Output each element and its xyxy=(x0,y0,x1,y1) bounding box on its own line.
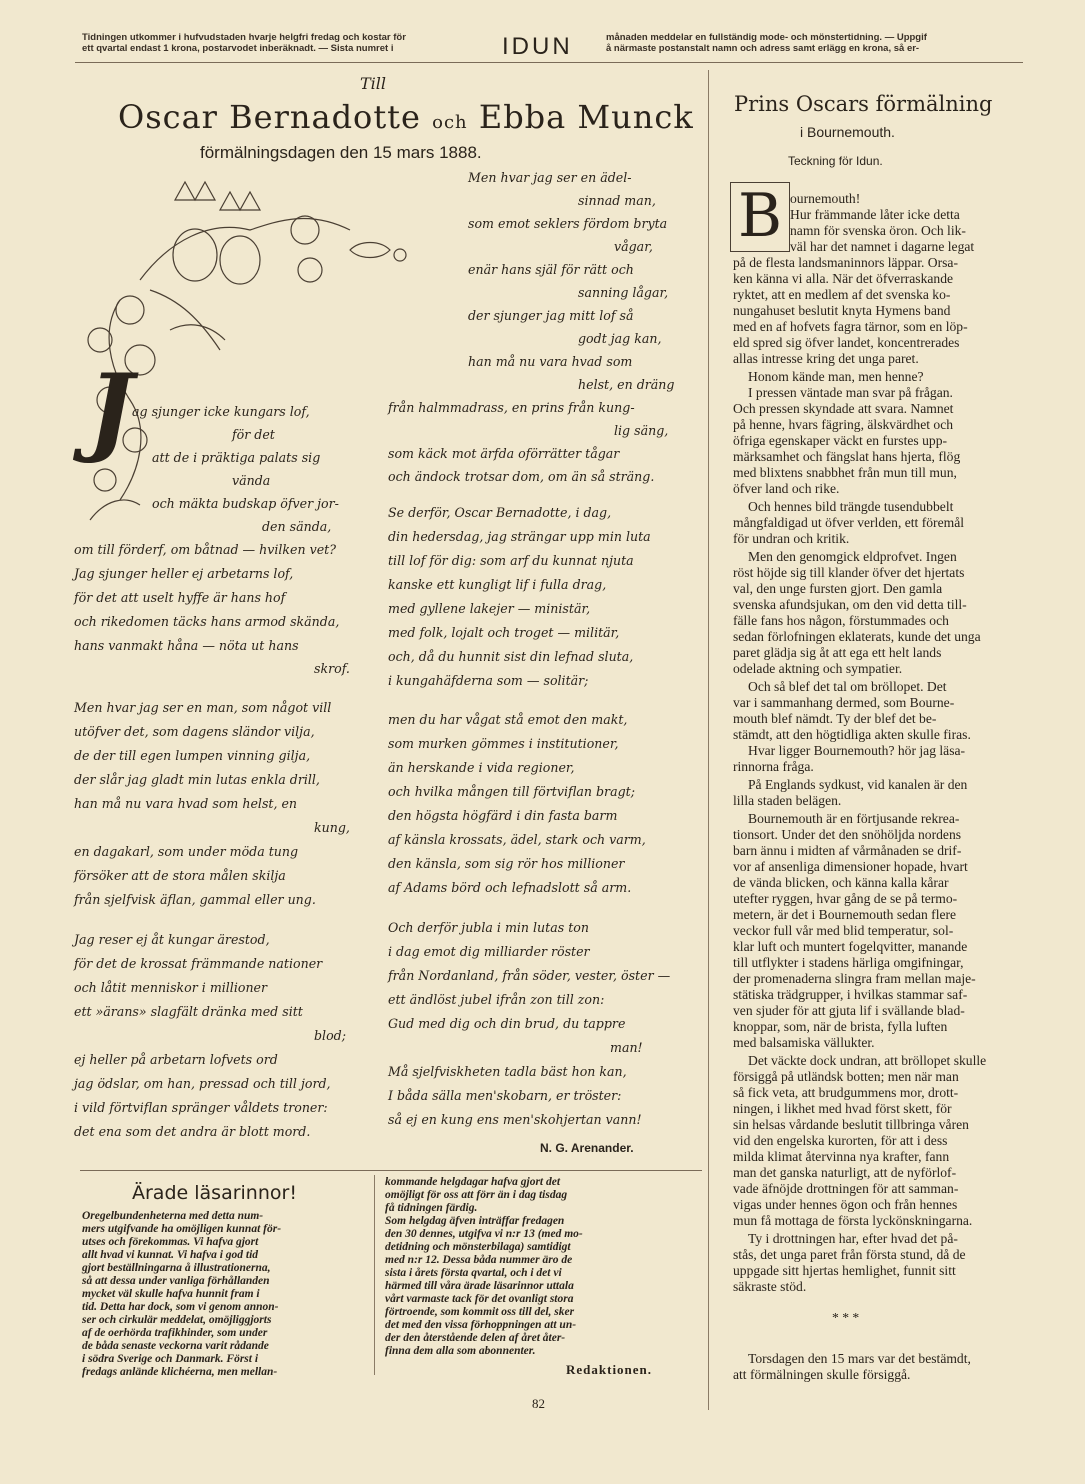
header-right-line: å närmaste postanstalt namn och adress samt erlägg en krona, så er- xyxy=(606,43,920,54)
poem-line: att de i präktiga palats sig xyxy=(152,450,321,465)
article-line: vor af ansenliga dimensioner hopade, hvart xyxy=(733,859,968,874)
poem-line: för det de krossat främmande nationer xyxy=(74,956,323,971)
poem-line: ej heller på arbetarn lofvets ord xyxy=(74,1052,278,1067)
poem-line: utöfver det, som dagens sländor vilja, xyxy=(74,724,315,739)
poem-line: ett ändlöst jubel ifrån zon till zon: xyxy=(388,992,605,1007)
poem-line: från halmmadrass, en prins från kung- xyxy=(388,400,635,415)
article-line: var i sammanhang dermed, som Bourne- xyxy=(733,695,955,710)
poem-line: skrof. xyxy=(314,661,350,676)
article-caption: Teckning för Idun. xyxy=(788,154,883,168)
poem-line: Och derför jubla i min lutas ton xyxy=(388,920,589,935)
poem-line: i vild förtviflan spränger våldets troner: xyxy=(74,1100,328,1115)
article-line: mun få mottaga de första lyckönskningarna. xyxy=(733,1213,973,1228)
article-line: nungahuset beslutit knyta Hymens band xyxy=(733,303,951,318)
notice-divider xyxy=(80,1170,702,1171)
article-line: lilla staden belägen. xyxy=(733,793,842,808)
poem-title-b: Ebba Munck xyxy=(478,98,694,136)
notice-line: härmed till våra ärade läsarinnor uttala xyxy=(385,1280,574,1292)
article-line: röst höjde sig till klander öfver det hjertats xyxy=(733,565,965,580)
notice-line: fredags anlände klichéerna, men mellan- xyxy=(82,1366,278,1378)
poem-line: försöker att de stora målen skilja xyxy=(74,868,286,883)
poem-line: för det xyxy=(232,427,275,442)
poem-line: den sända, xyxy=(262,519,332,534)
notice-line: der den återstående delen af året åter- xyxy=(385,1332,566,1344)
poem-line: som murken gömmes i institutioner, xyxy=(388,736,619,751)
poem-line: ag sjunger icke kungars lof, xyxy=(132,404,310,419)
poem-line: vågar, xyxy=(614,239,653,254)
article-line: uppgade sitt hjertas hemlighet, funnit sitt xyxy=(733,1263,956,1278)
poem-line: man! xyxy=(610,1040,643,1055)
article-line: namn för svenska öron. Och lik- xyxy=(790,223,966,238)
article-line: veckor full vår med blid temperatur, sol- xyxy=(733,923,954,938)
article-line: eld spred sig öfver landet, koncentrerades xyxy=(733,335,960,350)
article-line: barn ännu i midten af vårmånaden se drif- xyxy=(733,843,962,858)
notice-line: Oregelbundenheterna med detta num- xyxy=(82,1210,264,1222)
article-line: med blixtens snabbhet från mun till mun, xyxy=(733,465,957,480)
article-initial: B xyxy=(730,182,790,252)
article-line: utefter ryggen, hvar gång de se på termo- xyxy=(733,891,958,906)
poem-line: I båda sälla men'skobarn, er tröster: xyxy=(388,1088,622,1103)
poem-line: om till förderf, om båtnad — hvilken vet? xyxy=(74,542,336,557)
notice-signature: Redaktionen. xyxy=(566,1362,653,1377)
poem-line: i kungahäfderna som — solitär; xyxy=(388,673,589,688)
article-line: på henne, hvars fägring, älskvärdhet och xyxy=(733,417,954,432)
article-line: Det väckte dock undran, att bröllopet skulle xyxy=(748,1053,987,1068)
article-line: metern, är det i Bournemouth sedan flere xyxy=(733,907,957,922)
poem-line: af Adams börd och lefnadslott så arm. xyxy=(388,880,632,895)
poem-line: den högsta högfärd i din fasta barm xyxy=(388,808,618,823)
article-line: I pressen väntade man svar på frågan. xyxy=(748,385,953,400)
article-line: På Englands sydkust, vid kanalen är den xyxy=(748,777,968,792)
poem-line: Men hvar jag ser en man, som något vill xyxy=(74,700,332,715)
poem-line: han må nu vara hvad som xyxy=(468,354,633,369)
notice-line: utses och förekommas. Vi hafva gjort xyxy=(82,1236,259,1248)
poem-line: kung, xyxy=(314,820,350,835)
poem-signature: N. G. Arenander. xyxy=(540,1141,634,1155)
poem-title-a: Oscar Bernadotte xyxy=(118,98,421,136)
article-line: stätiska trädgrupper, i hvilkas stammar saf- xyxy=(733,987,968,1002)
article-line: Hvar ligger Bournemouth? hör jag läsa- xyxy=(748,743,966,758)
article-line: stås, det unga paret från första stund, då de xyxy=(733,1247,966,1262)
poem-line: hans vanmakt håna — nöta ut hans xyxy=(74,638,299,653)
poem-line: från Nordanland, från söder, vester, öster — xyxy=(388,968,671,983)
notice-line: de båda senaste veckorna varit rådande xyxy=(82,1340,269,1352)
article-line: knoppar, som, när de brista, fylla luften xyxy=(733,1019,948,1034)
notice-line: i södra Sverige och Danmark. Först i xyxy=(82,1353,259,1365)
poem-line: den känsla, som sig rör hos millioner xyxy=(388,856,625,871)
article-line: säkraste stöd. xyxy=(733,1279,807,1294)
notice-line: kommande helgdagar hafva gjort det xyxy=(385,1176,561,1188)
poem-line: blod; xyxy=(314,1028,346,1043)
notice-line: förtroende, som kommit oss till del, sker xyxy=(385,1306,575,1318)
poem-line: med gyllene lakejer — ministär, xyxy=(388,601,591,616)
notice-line: detidning och mönsterbilaga) samtidigt xyxy=(385,1241,571,1253)
notice-title: Ärade läsarinnor! xyxy=(132,1182,297,1204)
article-line: milda klimat återvinna nya krafter, fann xyxy=(733,1149,950,1164)
article-line: så fick veta, att brudgummens mor, drott- xyxy=(733,1085,959,1100)
article-line: sedan förlofningen eklaterats, kunde det unga xyxy=(733,629,981,644)
article-line: med balsamiska vällukter. xyxy=(733,1035,875,1050)
poem-line: från sjelfvisk äflan, gammal eller ung. xyxy=(74,892,316,907)
poem-line: der sjunger jag mitt lof så xyxy=(468,308,634,323)
article-line: med en af hofvets fagra tärnor, som en löp- xyxy=(733,319,968,334)
poem-line: som emot seklers fördom bryta xyxy=(468,216,668,231)
poem-line: sinnad man, xyxy=(578,193,656,208)
notice-line: omöjligt för oss att förr än i dag tisdag xyxy=(385,1189,568,1201)
article-line: klar luft och muntert fogelqvitter, manande xyxy=(733,939,968,954)
article-line: ven sjuder för att gjuta lif i svällande blad- xyxy=(733,1003,965,1018)
article-line: väl har det namnet i dagarne legat xyxy=(790,239,975,254)
article-line: der promenaderna slingra fram mellan maje- xyxy=(733,971,976,986)
poem-title-och: och xyxy=(432,112,468,133)
poem-line: med folk, lojalt och troget — militär, xyxy=(388,625,620,640)
floral-crest-illustration xyxy=(80,160,430,540)
poem-line: än herskande i vida regioner, xyxy=(388,760,575,775)
poem-line: godt jag kan, xyxy=(578,331,662,346)
article-line: Och hennes bild trängde tusendubbelt xyxy=(748,499,954,514)
article-line: de vända blicken, och känna kalla kårar xyxy=(733,875,949,890)
page-number: 82 xyxy=(532,1396,545,1411)
article-line: vade äfnöjde drottningen för att samman- xyxy=(733,1181,959,1196)
article-line: ournemouth! xyxy=(790,191,861,206)
article-line: på de flesta landsmaninnors läppar. Orsa- xyxy=(733,255,958,270)
article-line: paret glädja sig åt att ega ett helt lands xyxy=(733,645,942,660)
article-line: ningen, i likhet med hvad först skett, för xyxy=(733,1101,952,1116)
article-line: att förmälningen skulle försiggå. xyxy=(733,1367,911,1382)
article-line: försiggå på utländsk botten; men när man xyxy=(733,1069,959,1084)
poem-line: af känsla krossats, ädel, stark och varm, xyxy=(388,832,646,847)
article-line: Honom kände man, men henne? xyxy=(748,369,924,384)
poem-line: Gud med dig och din brud, du tappre xyxy=(388,1016,626,1031)
poem-line: ett »ärans» slagfält dränka med sitt xyxy=(74,1004,303,1019)
article-line: mouth blef nämdt. Ty der blef det be- xyxy=(733,711,937,726)
poem-line: men du har vågat stå emot den makt, xyxy=(388,712,628,727)
notice-line: ser och cirkulär meddelat, omöjliggjorts xyxy=(82,1314,272,1326)
poem-till: Till xyxy=(360,74,387,93)
poem-line: helst, en dräng xyxy=(578,377,675,392)
poem-line: jag ödslar, om han, pressad och till jord, xyxy=(74,1076,331,1091)
notice-line: af de oerhörda trafikhinder, som under xyxy=(82,1327,268,1339)
article-line: öfver land och rike. xyxy=(733,481,840,496)
article-line: mångfaldigad ut öfver verlden, ett föremål xyxy=(733,515,965,530)
poem-line: kanske ett kungligt lif i fulla drag, xyxy=(388,577,607,592)
notice-line: så att dessa under vanliga förhållanden xyxy=(82,1275,270,1287)
poem-line: och rikedomen täcks hans armod skända, xyxy=(74,614,340,629)
poem-line: de der till egen lumpen vinning gilja, xyxy=(74,748,311,763)
notice-column-divider xyxy=(374,1175,375,1375)
poem-line: och mäkta budskap öfver jor- xyxy=(152,496,339,511)
article-line: för undran och kritik. xyxy=(733,531,850,546)
article-line: ryktet, att en medlem af det svenska ko- xyxy=(733,287,951,302)
header-rule xyxy=(75,62,1023,63)
notice-line: mers utgifvande ha omöjligen kunnat för- xyxy=(82,1223,282,1235)
poem-line: en dagakarl, som under möda tung xyxy=(74,844,299,859)
notice-line: sista i årets första qvartal, och i det vi xyxy=(385,1267,562,1279)
poem-line: Jag reser ej åt kungar ärestod, xyxy=(74,932,270,947)
article-line: Bournemouth är en förtjusande rekrea- xyxy=(748,811,960,826)
article-title: Prins Oscars förmälning xyxy=(734,92,993,116)
poem-line: och låtit menniskor i millioner xyxy=(74,980,268,995)
poem-initial: J xyxy=(88,353,134,466)
article-subtitle: i Bournemouth. xyxy=(800,124,895,140)
poem-line: lig säng, xyxy=(614,423,669,438)
poem-line: som käck mot ärfda oförrätter tågar xyxy=(388,446,620,461)
article-line: till utflykter i stadens härliga omgifningar, xyxy=(733,955,964,970)
notice-line: med n:r 12. Dessa båda nummer äro de xyxy=(385,1254,573,1266)
article-line: man det ganska naturligt, att de nyförlof- xyxy=(733,1165,957,1180)
poem-title xyxy=(118,98,694,136)
masthead: IDUN xyxy=(502,33,573,60)
poem-line: sanning lågar, xyxy=(578,285,669,300)
article-line: Ty i drottningen har, efter hvad det på- xyxy=(748,1231,958,1246)
notice-line: den 30 dennes, utgifva vi n:r 13 (med mo- xyxy=(385,1228,583,1240)
poem-line: enär hans själ för rätt och xyxy=(468,262,634,277)
article-line: vid den engelska kurorten, för att i dess xyxy=(733,1133,948,1148)
notice-line: det med den vissa förhoppningen att un- xyxy=(385,1319,577,1331)
notice-line: mycket väl skulle hafva hunnit fram i xyxy=(82,1288,260,1300)
notice-line: vårt varmaste tack för det ovanligt stora xyxy=(385,1293,574,1305)
poem-line: Må sjelfviskheten tadla bäst hon kan, xyxy=(388,1064,627,1079)
poem-line: Jag sjunger heller ej arbetarns lof, xyxy=(74,566,294,581)
article-line: ken känna vi alla. När det öfverraskande xyxy=(733,271,954,286)
article-line: vigas under hennes ögon och från hennes xyxy=(733,1197,958,1212)
poem-line: det ena som det andra är blott mord. xyxy=(74,1124,311,1139)
poem-line: Se derför, Oscar Bernadotte, i dag, xyxy=(388,505,612,520)
poem-line: och ändock trotsar dom, om än så sträng. xyxy=(388,469,655,484)
article-line: sin helsas vårdande beslutit tillbringa våren xyxy=(733,1117,969,1132)
poem-line: der slår jag gladt min lutas enkla drill, xyxy=(74,772,320,787)
poem-line: för det att uselt hyffe är hans hof xyxy=(74,590,286,605)
article-line: tionsort. Under det den snöhöljda nordens xyxy=(733,827,962,842)
header-left-line: ett qvartal endast 1 krona, postarvodet inberäknadt. — Sista numret i xyxy=(82,43,394,54)
notice-line: finna dem alla som abonnenter. xyxy=(385,1345,536,1357)
article-line: rinnorna fråga. xyxy=(733,759,814,774)
notice-line: gjort beställningarna å illustrationerna, xyxy=(82,1262,271,1274)
header-right-line: månaden meddelar en fullständig mode- och mönstertidning. — Uppgif xyxy=(606,32,927,43)
notice-line: få tidningen färdig. xyxy=(385,1202,478,1214)
article-line: öfriga egenskaper väckt en furstes upp- xyxy=(733,433,948,448)
article-line: Men den genomgick eldprofvet. Ingen xyxy=(748,549,957,564)
poem-line: han må nu vara hvad som helst, en xyxy=(74,796,298,811)
poem-line: så ej en kung ens men'skohjertan vann! xyxy=(388,1112,642,1127)
article-line: val, den unge fursten gjort. Den gamla xyxy=(733,581,943,596)
poem-line: vända xyxy=(232,473,271,488)
poem-line: och hvilka mången till förtviflan bragt; xyxy=(388,784,635,799)
article-line: stämdt, att den högtidliga akten skulle firas. xyxy=(733,727,971,742)
article-line: Och så blef det tal om bröllopet. Det xyxy=(748,679,947,694)
article-line: allas intresse kring det unga paret. xyxy=(733,351,919,366)
column-divider xyxy=(708,70,709,1410)
article-line: svenska afundsjukan, om den vid detta till- xyxy=(733,597,967,612)
header-left-line: Tidningen utkommer i hufvudstaden hvarje helgfri fredag och kostar för xyxy=(82,32,406,43)
article-line: Torsdagen den 15 mars var det bestämdt, xyxy=(748,1351,971,1366)
notice-line: tid. Detta har dock, som vi genom annon- xyxy=(82,1301,279,1313)
article-line: Och pressen skyndade att svara. Namnet xyxy=(733,401,954,416)
poem-line: Men hvar jag ser en ädel- xyxy=(468,170,632,185)
poem-line: och, då du hunnit sist din lefnad sluta, xyxy=(388,649,634,664)
poem-line: till lof för dig: som arf du kunnat njuta xyxy=(388,553,634,568)
notice-line: Som helgdag äfven inträffar fredagen xyxy=(385,1215,565,1227)
article-line: märksamhet och fängslat hans hjerta, flög xyxy=(733,449,961,464)
poem-subtitle: förmälningsdagen den 15 mars 1888. xyxy=(200,143,482,162)
poem-line: din hedersdag, jag strängar upp min luta xyxy=(388,529,651,544)
notice-line: allt hvad vi kunnat. Vi hafva i god tid xyxy=(82,1249,259,1261)
article-line: fälle fans hos någon, förstummades och xyxy=(733,613,949,628)
article-line: odelade aktning och sympatier. xyxy=(733,661,903,676)
article-line: * * * xyxy=(832,1310,860,1325)
poem-line: i dag emot dig milliarder röster xyxy=(388,944,590,959)
article-line: Hur främmande låter icke detta xyxy=(790,207,960,222)
